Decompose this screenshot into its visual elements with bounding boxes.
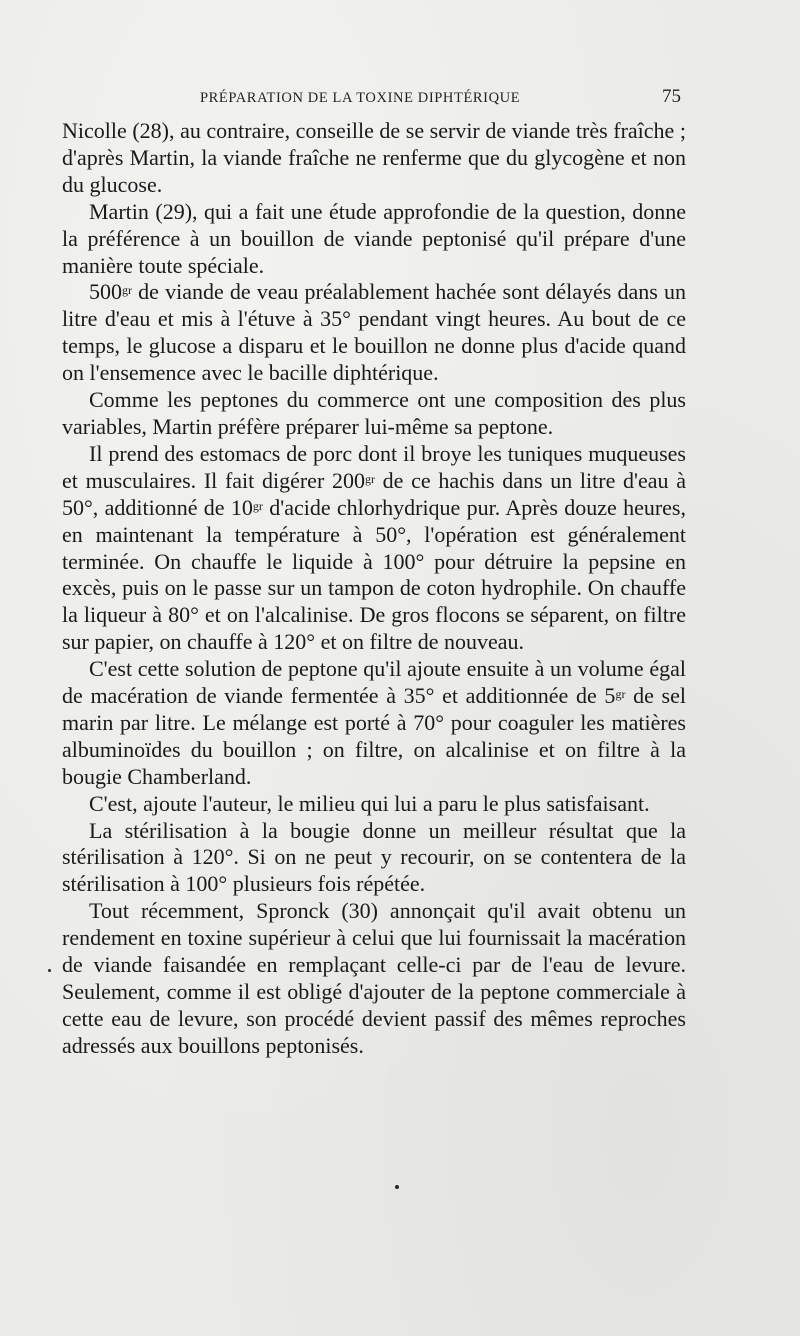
paragraph-text: C'est cette solution de peptone qu'il ajoute ensuite à un volume égal de macération de viande fermentée à 35° et additionnée de 5 bbox=[62, 656, 686, 709]
page-header bbox=[0, 86, 800, 114]
paragraph: Martin (29), qui a fait une étude approfondie de la question, donne la préférence à un bouillon de viande peptonisé qu'il prépare d'une manière toute spéciale. bbox=[62, 198, 686, 278]
unit-superscript: gr bbox=[615, 687, 626, 702]
paragraph: Nicolle (28), au contraire, conseille de se servir de viande très fraîche ; d'après Martin, la viande fraîche ne renferme que du glycogène et non du glucose. bbox=[62, 118, 686, 197]
paragraph: La stérilisation à la bougie donne un meilleur résultat que la stérilisation à 120°. Si on ne peut y recourir, on se contentera de la stérilisation à 100° plusieurs fois répétée. bbox=[62, 817, 686, 897]
ink-speck bbox=[395, 1185, 399, 1189]
ink-speck bbox=[48, 969, 51, 972]
paragraph bbox=[62, 441, 686, 656]
paragraph-text: 500 bbox=[89, 279, 122, 305]
page-number: 75 bbox=[662, 86, 681, 107]
unit-superscript: gr bbox=[364, 471, 375, 486]
unit-superscript: gr bbox=[122, 283, 132, 298]
paragraph bbox=[62, 279, 686, 387]
body-text bbox=[62, 118, 686, 1060]
paragraph bbox=[62, 656, 686, 791]
paragraph: Tout récemment, Spronck (30) annonçait qu'il avait obtenu un rendement en toxine supérieur à celui que lui fournissait la macération de viande faisandée en remplaçant celle-ci par de l'eau de levure. Seulement, comme il est obligé d'ajouter de la peptone commerciale à cette eau de levure, son procédé devient passif des mêmes reproches adressés aux bouillons peptonisés. bbox=[62, 898, 686, 1058]
paragraph: C'est, ajoute l'auteur, le milieu qui lui a paru le plus satisfaisant. bbox=[89, 790, 650, 816]
paragraph-text: de ce hachis dans un litre d'eau à 50°, additionné de 10 bbox=[62, 467, 686, 520]
paragraph-text: de sel marin par litre. Le mélange est porté à 70° pour coaguler les matières albuminoïdes du bouillon ; on filtre, on alcalinise et on filtre à la bougie Chamberland. bbox=[62, 683, 686, 789]
paragraph-text: d'acide chlorhydrique pur. Après douze heures, en maintenant la température à 50°, l'opération est généralement terminée. On chauffe le liquide à 100° pour détruire la pepsine en excès, puis on le passe sur un tampon de coton hydrophile. On chauffe la liqueur à 80° et on l'alcalinise. De gros flocons se séparent, on filtre sur papier, on chauffe à 120° et on filtre de nouveau. bbox=[62, 494, 686, 655]
paragraph-text: Il prend des estomacs de porc dont il broye les tuniques muqueuses et musculaires. Il fait digérer 200 bbox=[62, 440, 686, 493]
running-title: PRÉPARATION DE LA TOXINE DIPHTÉRIQUE bbox=[200, 90, 521, 106]
unit-superscript: gr bbox=[252, 498, 263, 513]
paragraph-text: de viande de veau préalablement hachée sont délayés dans un litre d'eau et mis à l'étuve à 35° pendant vingt heures. Au bout de ce temps, le glucose a disparu et le bouillon ne donne plus d'acide quand on l'ensemence avec le bacille diphtérique. bbox=[62, 279, 686, 386]
paragraph: Comme les peptones du commerce ont une composition des plus variables, Martin préfère préparer lui-même sa peptone. bbox=[62, 387, 686, 439]
